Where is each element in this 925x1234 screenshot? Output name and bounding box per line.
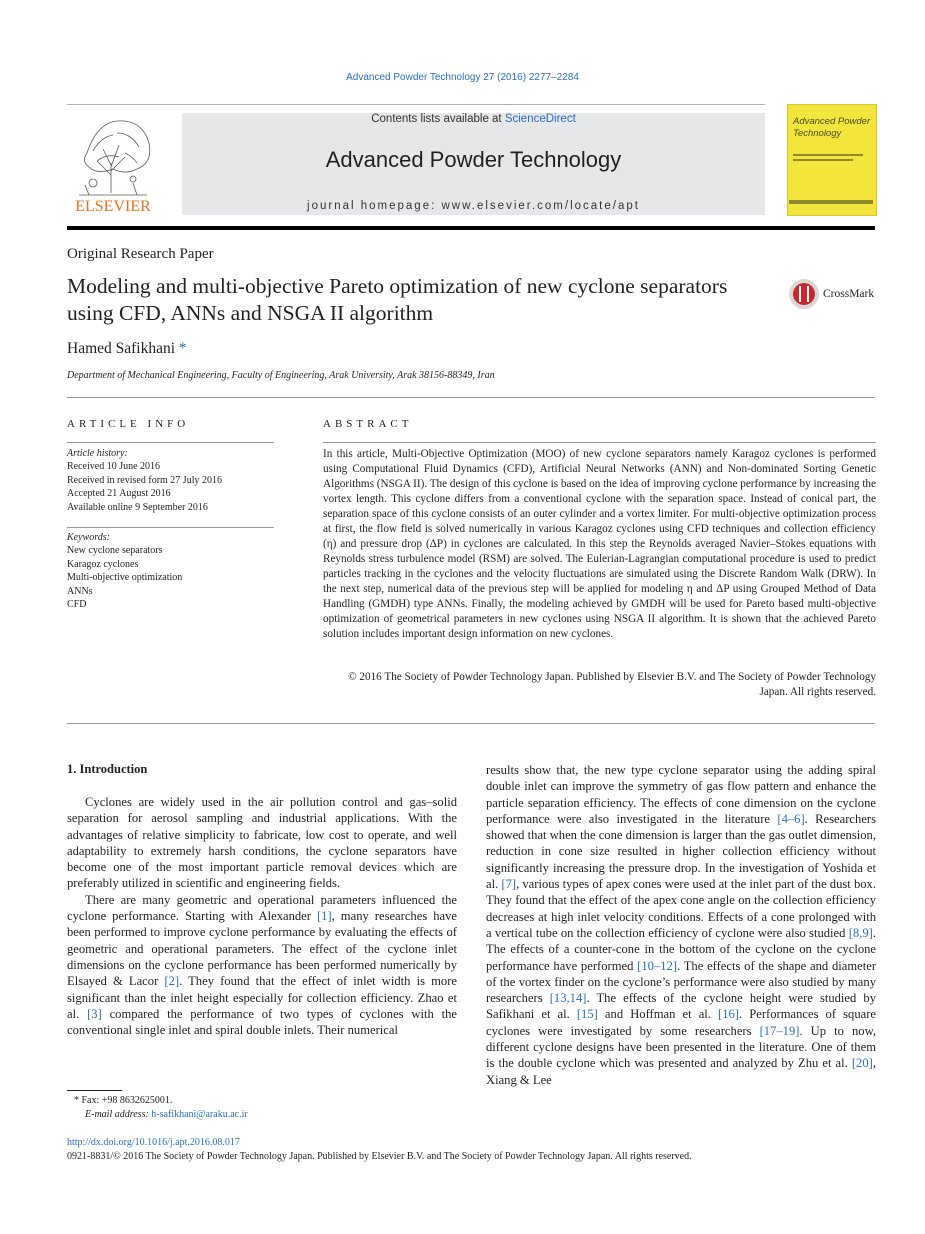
homepage-prefix: journal homepage: <box>307 200 442 212</box>
cover-decoration <box>793 154 863 156</box>
author-line <box>67 340 187 358</box>
keyword-item: CFD <box>67 599 87 611</box>
header-rule <box>67 104 765 105</box>
citation-link[interactable]: [10–12] <box>637 958 678 973</box>
cover-decoration <box>789 200 873 204</box>
citation-link[interactable]: [17–19] <box>759 1023 800 1038</box>
footnote-rule <box>67 1090 122 1091</box>
text-run: results show that, the new type cyclone separator using the adding spiral double inlet can improve the symmetry of gas flow pattern and enhance the particle separation efficiency. The effects of cone dimension on the cyclone performance were also investigated in the literature <box>486 763 876 826</box>
fax-number: Fax: +98 8632625001. <box>81 1095 173 1106</box>
abstract-text: In this article, Multi-Objective Optimization (MOO) of new cyclone separators namely Karagoz cyclones is performed using Computational Fluid Dynamics (CFD), Artificial Neural Networks (ANN) and Non-dominated Sorting Genetic Algorithms (NSGA II). The design of this cyclone is based on the idea of improving cyclone performance by increasing the vortex length. This cyclone differs from a conventional cyclone with the separation space. Instead of conical part, the separation space of this cyclone consists of an outer cylinder and a vortex limiter. For multi-objective optimization process at first, the flow field is solved numerically in various Karagoz cyclones using CFD techniques and collection efficiency (η) and pressure drop (ΔP) in cyclones are calculated. In this step the Reynolds averaged Navier–Stokes equations with Reynolds stress turbulence model (RSM) are solved. The Eulerian-Lagrangian computational procedure is used to predict particles tracking in the cyclones and the velocity fluctuations are simulated using the Discrete Random Walk (DRW). In the next step, numerical data of the previous step will be applied for modeling η and ΔP using Grouped Method of Data Handling (GMDH) type ANNs. Finally, the modeling achieved by GMDH will be used for Pareto based multi-objective optimization of geometrical parameters in new cyclones using NSGA II algorithm. It is shown that the achieved Pareto solution includes important design information on new cyclones. <box>323 448 876 640</box>
abstract-end-rule <box>67 723 875 724</box>
section-heading: 1. Introduction <box>67 762 148 776</box>
citation-link[interactable]: [20] <box>851 1056 873 1071</box>
article-type: Original Research Paper <box>67 246 214 262</box>
contents-prefix: Contents lists available at <box>371 113 505 125</box>
keyword-item: New cyclone separators <box>67 545 163 557</box>
text-run: and Hoffman et al. <box>597 1007 719 1022</box>
contents-line <box>182 113 765 125</box>
elsevier-tree-icon <box>67 113 160 215</box>
keywords-rule <box>67 527 274 528</box>
paragraph: Cyclones are widely used in the air pollution control and gas–solid separation for aerosol sampling and industrial applications. With the advantages of relative simplicity to fabricate, low cost to operate, and well adaptability to extremely harsh conditions, the cyclone separators have become one of the most important particle removal devices which are preferably utilized in scientific and engineering fields. <box>67 795 457 891</box>
issn-copyright: 0921-8831/© 2016 The Society of Powder Technology Japan. Published by Elsevier B.V. and The Society of Powder Technology Japan. All rights reserved. <box>67 1151 692 1162</box>
elsevier-logo <box>67 113 160 215</box>
crossmark-icon <box>787 277 821 311</box>
journal-reference[interactable]: Advanced Powder Technology 27 (2016) 2277–2284 <box>346 72 579 83</box>
text-run: There are many geometric and operational parameters influenced the cyclone performance. Starting with Alexander <box>67 892 457 924</box>
email-link[interactable]: h-safikhani@araku.ac.ir <box>151 1109 248 1120</box>
journal-title: Advanced Powder Technology <box>325 147 622 172</box>
author-footnote-mark[interactable]: * <box>178 340 187 357</box>
author-affiliation: Department of Mechanical Engineering, Faculty of Engineering, Arak University, Arak 38156-88349, Iran <box>67 370 495 381</box>
cover-decoration <box>793 159 853 161</box>
text-run: , many researches have been performed to improve cyclone performance by evaluating the effects of geometric and operational parameters. The effect of the cyclone inlet dimensions on the cyclone performance has been performed numerically by Elsayed & Lacor <box>67 909 457 989</box>
text-run: . They found that the effect of inlet width is more significant than the inlet height especially for collection efficiency. Zhao et al. <box>67 974 457 1021</box>
citation-link[interactable]: [16] <box>718 1007 739 1022</box>
affiliation-rule <box>67 397 875 398</box>
elsevier-wordmark: ELSEVIER <box>75 198 151 215</box>
text-run: . The effects of the cyclone height were studied by Safikhani et al. <box>486 991 876 1022</box>
abstract-heading: ABSTRACT <box>323 418 413 430</box>
header-thick-rule <box>67 226 875 230</box>
text-run: . Up to now, different cyclone designs have been presented in the literature. One of them is the double cyclone which was presented and analyzed by Zhu et al. <box>486 1023 876 1071</box>
keyword-item: ANNs <box>67 585 93 597</box>
doi-link[interactable]: http://dx.doi.org/10.1016/j.apt.2016.08.017 <box>67 1137 240 1148</box>
text-run: compared the performance of two types of cyclones with the conventional single inlet and spiral double inlets. Their numerical <box>67 1006 458 1038</box>
homepage-link[interactable]: www.elsevier.com/locate/apt <box>441 200 640 212</box>
history-accepted: Accepted 21 August 2016 <box>67 488 171 500</box>
citation-link[interactable]: [4–6] <box>777 811 805 826</box>
abstract-rule <box>323 442 876 443</box>
history-online: Available online 9 September 2016 <box>67 501 208 513</box>
history-label: Article history: <box>67 448 128 459</box>
article-info-heading: ARTICLE INFO <box>67 418 190 430</box>
article-title: Modeling and multi-objective Pareto optimization of new cyclone separators using CFD, ANNs and NSGA II algorithm <box>67 274 728 325</box>
history-received: Received 10 June 2016 <box>67 461 161 473</box>
keywords-label: Keywords: <box>67 532 110 543</box>
citation-link[interactable]: [1] <box>316 909 332 924</box>
crossmark-button[interactable] <box>787 279 887 311</box>
text-run: . Researchers showed that when the cone dimension is larger than the gas outlet dimension, reduction in cone size resulted in higher collection efficiency without significantly increasing the pressure drop. In the investigation of Yoshida et al. <box>486 811 876 892</box>
sciencedirect-link[interactable]: ScienceDirect <box>504 113 576 125</box>
citation-link[interactable]: [7] <box>501 877 517 892</box>
abstract-copyright: © 2016 The Society of Powder Technology Japan. Published by Elsevier B.V. and The Society of Powder Technology Japan. All rights reserved. <box>348 671 876 698</box>
right-column <box>486 762 876 1088</box>
footnote-mark: * <box>74 1095 79 1106</box>
text-run: , Xiang & Lee <box>486 1056 876 1087</box>
article-info-rule <box>67 442 274 443</box>
footnote-fax <box>74 1094 172 1108</box>
text-run: . Performances of square cyclones were investigated by some researchers <box>486 1007 876 1038</box>
paragraph <box>67 892 457 1039</box>
article-history <box>67 447 277 514</box>
footnote-email <box>85 1108 248 1122</box>
citation-link[interactable]: [8,9] <box>848 925 873 940</box>
email-label: E-mail address: <box>85 1109 152 1120</box>
keyword-item: Multi-objective optimization <box>67 572 183 584</box>
keyword-item: Karagoz cyclones <box>67 558 139 570</box>
citation-link[interactable]: [2] <box>164 974 180 989</box>
text-run: . The effects of the shape and diameter of the vortex finder on the cyclone’s performance were also studied by many researchers <box>486 958 877 1006</box>
citation-link[interactable]: [13,14] <box>549 991 587 1006</box>
keywords-block <box>67 531 277 611</box>
text-run: . The effects of a counter-cone in the bottom of the cyclone on the cyclone performance have performed <box>486 925 876 973</box>
journal-homepage <box>182 200 765 212</box>
text-run: , various types of apex cones were used at the inlet part of the dust box. They found that the effect of the apex cone angle on the collection efficiency decreases at high inlet velocity conditions. Effects of a cone prolonged with a vertical tube on the collection efficiency of cyclone were also studied <box>486 877 876 940</box>
citation-link[interactable]: [3] <box>87 1006 102 1021</box>
history-revised: Received in revised form 27 July 2016 <box>67 474 222 486</box>
paragraph <box>486 762 876 1088</box>
crossmark-label: CrossMark <box>823 288 875 300</box>
left-column <box>67 794 457 1038</box>
cover-title: Advanced Powder Technology <box>793 116 871 139</box>
author-name: Hamed Safikhani <box>67 340 176 357</box>
citation-link[interactable]: [15] <box>576 1007 598 1022</box>
